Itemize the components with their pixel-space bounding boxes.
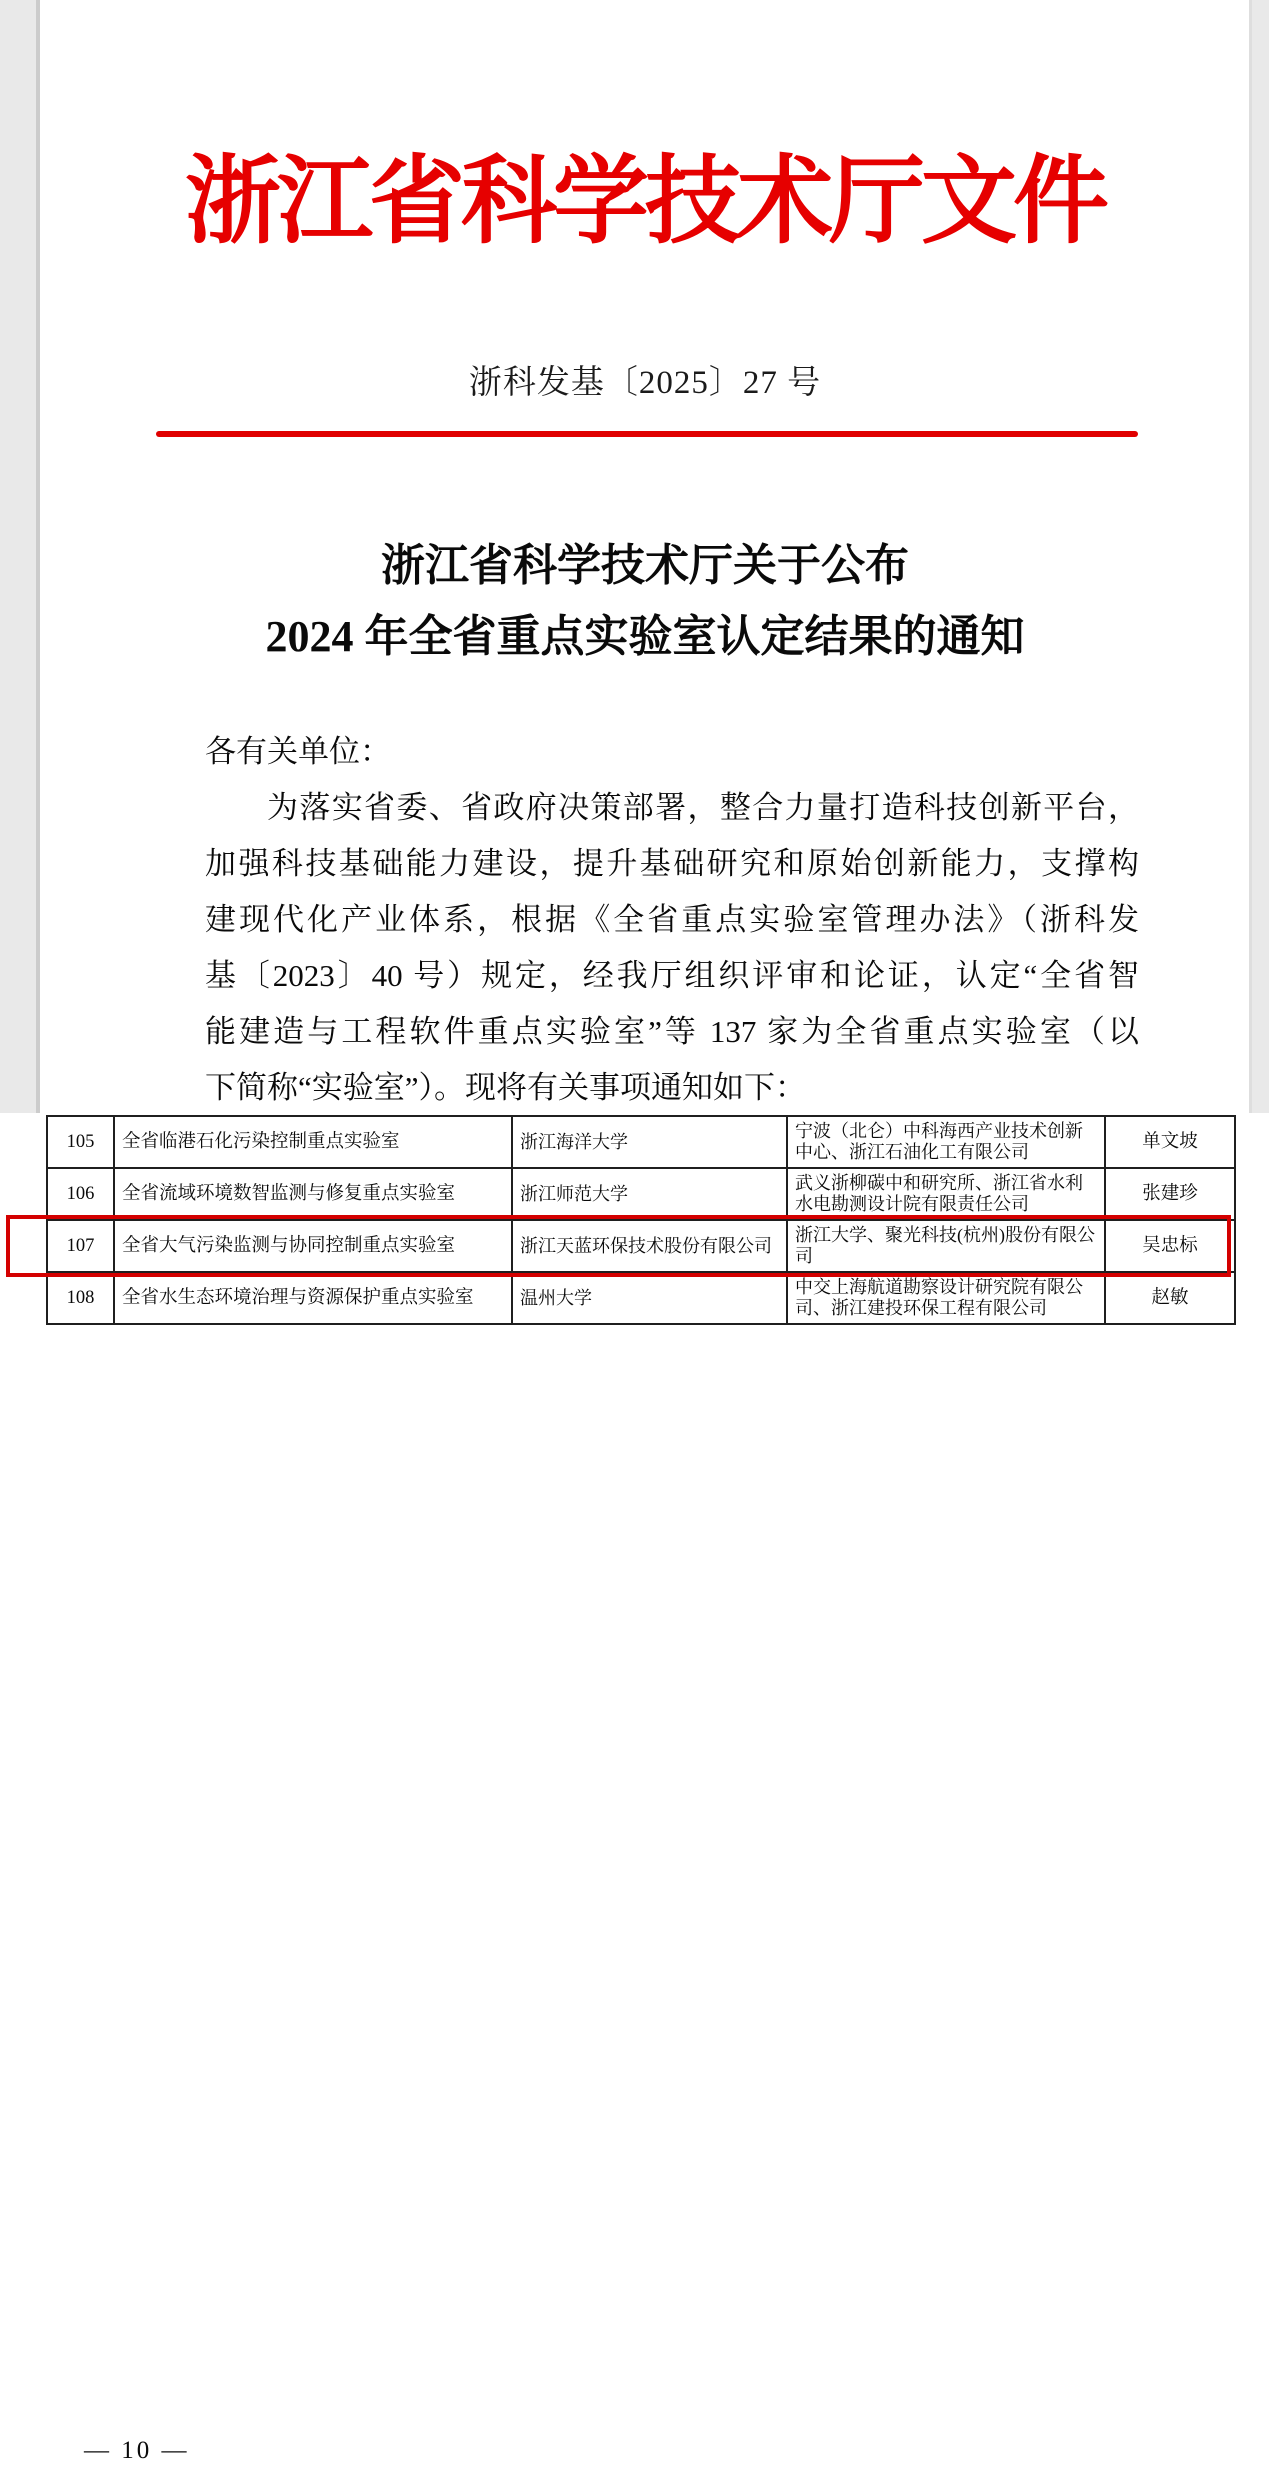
body-line: 基〔2023〕40 号）规定，经我厅组织评审和论证，认定“全省智: [205, 958, 1139, 993]
host-institution-cell: 浙江师范大学: [512, 1168, 787, 1220]
body-line: 为落实省委、省政府决策部署，整合力量打造科技创新平台，: [267, 790, 1139, 825]
lab-name-cell: 全省大气污染监测与协同控制重点实验室: [114, 1220, 512, 1272]
body-line: 建现代化产业体系，根据《全省重点实验室管理办法》（浙科发: [205, 902, 1139, 937]
results-table-section: [0, 1113, 1269, 2464]
director-cell: 吴忠标: [1105, 1220, 1235, 1272]
lab-name-cell: 全省水生态环境治理与资源保护重点实验室: [114, 1272, 512, 1324]
body-paragraph: [205, 780, 1139, 1116]
notice-title: [44, 530, 1246, 672]
scan-left-gutter: [0, 0, 40, 1113]
director-cell: 张建珍: [1105, 1168, 1235, 1220]
doc-number: 浙科发基〔2025〕27 号: [468, 365, 822, 401]
body-line: 下简称“实验室”）。现将有关事项通知如下：: [205, 1070, 807, 1105]
host-institution-cell: 温州大学: [512, 1272, 787, 1324]
host-institution-cell: 浙江天蓝环保技术股份有限公司: [512, 1220, 787, 1272]
table-row: [47, 1220, 1235, 1272]
body-line: 加强科技基础能力建设，提升基础研究和原始创新能力，支撑构: [205, 846, 1139, 881]
table-row: [47, 1168, 1235, 1220]
results-tbody: [47, 1116, 1235, 1324]
lab-name-cell: 全省临港石化污染控制重点实验室: [114, 1116, 512, 1168]
table-row: [47, 1116, 1235, 1168]
salutation: 各有关单位：: [205, 734, 391, 769]
host-institution-cell: 浙江海洋大学: [512, 1116, 787, 1168]
row-number-cell: 105: [47, 1116, 114, 1168]
row-number-cell: 106: [47, 1168, 114, 1220]
document-body-page: [44, 0, 1246, 1113]
row-number-cell: 108: [47, 1272, 114, 1324]
scan-right-gutter: [1249, 0, 1269, 1113]
table-row: [47, 1272, 1235, 1324]
notice-title-line2: 2024 年全省重点实验室认定结果的通知: [265, 612, 1025, 661]
lab-name-cell: 全省流域环境数智监测与修复重点实验室: [114, 1168, 512, 1220]
page-number: — 10 —: [84, 2437, 190, 2464]
director-cell: 赵敏: [1105, 1272, 1235, 1324]
notice-title-line1: 浙江省科学技术厅关于公布: [381, 541, 909, 590]
red-divider-rule: [156, 431, 1138, 437]
partner-institutions-cell: 武义浙柳碳中和研究所、浙江省水利水电勘测设计院有限责任公司: [787, 1168, 1105, 1220]
partner-institutions-cell: 浙江大学、聚光科技(杭州)股份有限公司: [787, 1220, 1105, 1272]
partner-institutions-cell: 宁波（北仑）中科海西产业技术创新中心、浙江石油化工有限公司: [787, 1116, 1105, 1168]
agency-title: 浙江省科学技术厅文件: [185, 148, 1105, 255]
director-cell: 单文坡: [1105, 1116, 1235, 1168]
partner-institutions-cell: 中交上海航道勘察设计研究院有限公司、浙江建投环保工程有限公司: [787, 1272, 1105, 1324]
body-line: 能建造与工程软件重点实验室”等 137 家为全省重点实验室（以: [205, 1014, 1139, 1049]
row-number-cell: 107: [47, 1220, 114, 1272]
results-table: [46, 1115, 1236, 1325]
